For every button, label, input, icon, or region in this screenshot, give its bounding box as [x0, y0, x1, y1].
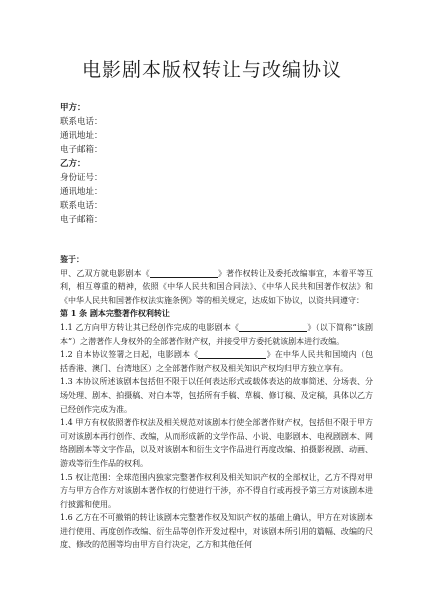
clause-1-3: 1.3 本协议所述该剧本包括但不限于以任何表达形式或载体表达的故事简述、分场表、分场处理、剧本、拍摄稿、对白本等，包括所有手稿、草稿、修订稿、及定稿，具体以乙方已经创作完成为准。 — [60, 377, 373, 414]
recital-heading: 鉴于： — [60, 254, 84, 264]
title-blank-line — [150, 268, 218, 278]
document-title: 电影剧本版权转让与改编协议 — [81, 59, 342, 81]
article-1-heading: 第 1 条 剧本完整著作权利转让 — [60, 308, 170, 319]
clause-1-1 — [60, 321, 373, 348]
recital-text-a: 甲、乙双方就电影剧本《 — [60, 268, 150, 278]
clause-1-5: 1.5 权让范围：全球范围内独家完整著作权利及相关知识产权的全部权让，乙方不得对甲方与甲方合作方对该剧本著作权的行使进行干涉，亦不得自行或再授予第三方对该剧本进行披露和使用。 — [60, 472, 373, 509]
party-b-email-label: 电子邮箱： — [60, 215, 103, 225]
party-a-block — [60, 101, 103, 157]
clause-1-1-text-a: 1.1 乙方向甲方转让其已经创作完成的电影剧本《 — [60, 322, 240, 332]
recital-paragraph — [60, 267, 373, 308]
party-a-email-label: 电子邮箱： — [60, 145, 103, 155]
party-a-heading: 甲方： — [60, 103, 86, 113]
clause-1-6: 1.6 乙方在不可撤销的转让该剧本完整著作权及知识产权的基础上确认，甲方在对该剧本进行使用、再度创作改编、衍生品等创作开发过程中，对该剧本所引用的篇幅、改编的尺度、修改的范围等均由甲方自行决定，乙方和其他任何 — [60, 513, 373, 550]
clause-1-2-text-a: 1.2 自本协议签署之日起，电影剧本《 — [60, 350, 199, 360]
party-b-address-label: 通讯地址： — [60, 187, 103, 197]
clause-1-2-text-b: 》在中华人民共和国境内（包括香港、澳门、台湾地区）之全部著作财产权及相关知识产权均归甲方独立享有。 — [60, 350, 374, 373]
party-b-phone-label: 联系电话： — [60, 201, 103, 211]
title-blank-line — [239, 322, 307, 332]
recital-text-b: 》著作权转让及委托改编事宜，本着平等互利，相互尊重的精神，依照《中华人民共和国合同法》、《中华人民共和国著作权法》和《中华人民共和国著作权法实施条例》等的相关规定，达成如下协议，以资共同遵守： — [60, 268, 374, 305]
party-b-id-label: 身份证号： — [60, 173, 103, 183]
party-a-phone-label: 联系电话： — [60, 117, 103, 127]
clause-1-4: 1.4 甲方有权依照著作权法及相关规范对该剧本行使全部著作财产权，包括但不限于甲方可对该剧本再行创作、改编，从而形成新的文学作品、小说、电影剧本、电视剧剧本、网络剧剧本等文字作品，以及对该剧本和衍生文字作品进行再度改编、拍摄影视剧、动画、游戏等衍生作品的权利。 — [60, 418, 373, 468]
party-a-address-label: 通讯地址： — [60, 131, 103, 141]
clause-1-1-text-b: 》（以下简称“该剧本”）之潜著作人身权外的全部著作财产权，并接受甲方委托就该剧本进行改编。 — [60, 322, 373, 346]
document-body — [60, 253, 373, 552]
party-b-block — [60, 157, 103, 227]
party-b-heading: 乙方： — [60, 159, 86, 169]
title-blank-line — [198, 349, 266, 359]
clause-1-2 — [60, 348, 373, 375]
